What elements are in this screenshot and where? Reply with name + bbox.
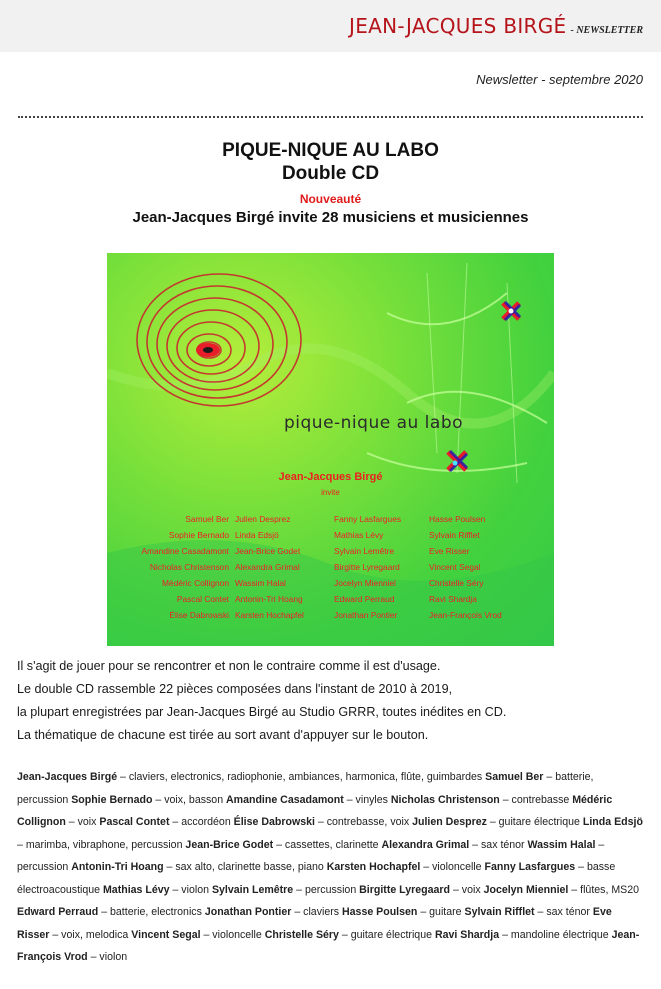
- cover-musician: Antonin-Tri Hoang: [235, 594, 303, 604]
- credit-name: Nicholas Christenson: [390, 793, 500, 806]
- cover-musician: Edward Perraud: [334, 594, 395, 604]
- album-format: Double CD: [281, 163, 380, 184]
- credit-role: – violon: [169, 883, 212, 896]
- cover-column-1: [141, 511, 229, 623]
- credit-role: – voix, basson: [152, 793, 227, 806]
- cover-musician: Sylvain Rifflet: [429, 530, 480, 540]
- cover-musician: Sylvain Lemêtre: [334, 546, 395, 556]
- credit-name: Wassim Halal: [527, 838, 596, 851]
- credit-role: – violoncelle: [200, 928, 265, 941]
- credit-name: Sylvain Rifflet: [464, 906, 535, 918]
- credit-role: – contrebasse: [499, 793, 573, 806]
- new-release-tag: Nouveauté: [299, 192, 362, 206]
- brand: [349, 14, 643, 38]
- credit-role: – flûtes, MS20: [568, 883, 640, 896]
- album-subtitle: Jean-Jacques Birgé invite 28 musiciens et musiciennes: [132, 209, 529, 226]
- newsletter-header: [0, 0, 661, 52]
- credit-name: Jean-François Vrod: [17, 928, 640, 963]
- credit-name: Pascal Contet: [99, 816, 170, 828]
- cover-column-4: [429, 511, 502, 623]
- credit-name: Jean-Brice Godet: [185, 838, 274, 851]
- credit-role: – batterie, percussion: [17, 771, 594, 806]
- cover-musician: Birgitte Lyregaard: [334, 562, 400, 572]
- intro-line: la plupart enregistrées par Jean-Jacques Birgé au Studio GRRR, toutes inédites en CD.: [17, 705, 507, 719]
- intro-text: [17, 655, 647, 747]
- cover-title: pique-nique au labo: [283, 413, 464, 433]
- credit-role: – violon: [87, 951, 128, 963]
- cover-musician: Jonathan Pontier: [334, 610, 398, 620]
- brand-name[interactable]: JEAN-JACQUES BIRGÉ: [349, 14, 567, 38]
- credit-role: – batterie, electronics: [98, 906, 205, 918]
- intro-line: Il s'agit de jouer pour se rencontrer et non le contraire comme il est d'usage.: [17, 659, 441, 673]
- cover-musician: Médéric Collignon: [161, 578, 229, 588]
- credit-role: – sax alto, clarinette basse, piano: [163, 861, 327, 873]
- credit-name: Mathias Lévy: [102, 883, 170, 896]
- credit-role: – accordéon: [169, 816, 234, 828]
- cover-invite: invite: [321, 488, 340, 497]
- musician-credits: [17, 766, 644, 969]
- cover-musician: Jean-Brice Godet: [235, 546, 301, 556]
- credit-name: Vincent Segal: [131, 928, 201, 941]
- credit-name: Christelle Séry: [264, 928, 339, 941]
- credit-name: Edward Perraud: [17, 906, 99, 918]
- credit-role: – claviers: [291, 906, 343, 918]
- cover-musician: Nicholas Christenson: [149, 562, 229, 572]
- credit-name: Antonin-Tri Hoang: [71, 861, 164, 873]
- cover-musician: Pascal Contet: [176, 594, 229, 604]
- cover-musician: Christelle Séry: [429, 578, 484, 588]
- credit-role: – basse électroacoustique: [17, 861, 616, 896]
- credit-name: Alexandra Grimal: [381, 838, 470, 851]
- credit-name: Jean-Jacques Birgé: [17, 771, 118, 783]
- credit-name: Linda Edsjö: [582, 816, 643, 828]
- credit-role: – cassettes, clarinette: [273, 838, 382, 851]
- credit-role: – percussion: [17, 838, 605, 873]
- credit-name: Julien Desprez: [412, 816, 487, 828]
- credit-role: – claviers, electronics, radiophonie, ambiances, harmonica, flûte, guimbardes: [117, 771, 486, 783]
- cover-musician: Jocelyn Mienniel: [334, 578, 396, 588]
- cover-musician: Karsten Hochapfel: [235, 610, 304, 620]
- credit-name: Eve Risser: [17, 906, 612, 941]
- credit-name: Élise Dabrowski: [233, 816, 315, 828]
- album-cover-image[interactable]: [107, 253, 554, 646]
- credit-name: Karsten Hochapfel: [326, 861, 421, 873]
- cover-musician: Sophie Bernado: [168, 530, 229, 540]
- credit-name: Jocelyn Mienniel: [483, 883, 569, 896]
- credit-role: – voix: [450, 883, 484, 896]
- cover-musician: Samuel Ber: [185, 514, 229, 524]
- credit-name: Médéric Collignon: [17, 793, 613, 828]
- cover-musician: Alexandra Grimal: [235, 562, 300, 572]
- newsletter-date: Newsletter - septembre 2020: [476, 72, 643, 87]
- credit-role: – guitare électrique: [338, 928, 435, 941]
- cover-artist: Jean-Jacques Birgé: [278, 471, 383, 483]
- cover-musician: Ravi Shardja: [429, 594, 477, 604]
- credit-role: – sax ténor: [534, 906, 593, 918]
- credit-role: – mandoline électrique: [499, 928, 612, 941]
- cover-musician: Élise Dabrowski: [169, 610, 229, 620]
- credit-name: Fanny Lasfargues: [484, 861, 576, 873]
- credit-role: – contrebasse, voix: [314, 816, 413, 828]
- cover-musician: Wassim Halal: [235, 578, 286, 588]
- cover-musician: Jean-François Vrod: [429, 610, 502, 620]
- credit-name: Hasse Poulsen: [342, 906, 418, 918]
- credit-role: – percussion: [293, 883, 360, 896]
- credit-role: – sax ténor: [469, 838, 528, 851]
- credit-name: Sylvain Lemêtre: [211, 883, 294, 896]
- album-title: PIQUE-NIQUE AU LABO: [222, 140, 439, 161]
- cover-musician: Hasse Poulsen: [429, 514, 486, 524]
- credit-name: Jonathan Pontier: [204, 906, 292, 918]
- credit-role: – marimba, vibraphone, percussion: [17, 838, 186, 851]
- cover-column-3: [334, 511, 401, 623]
- intro-line: La thématique de chacune est tirée au sort avant d'appuyer sur le bouton.: [17, 728, 429, 742]
- cover-musician: Mathias Lévy: [334, 530, 384, 540]
- credit-role: – voix: [65, 816, 100, 828]
- cover-musician: Amandine Casadamont: [141, 546, 229, 556]
- credit-name: Ravi Shardja: [434, 928, 500, 941]
- credit-role: – voix, melodica: [49, 928, 132, 941]
- cover-musician: Vincent Segal: [429, 562, 481, 572]
- intro-line: Le double CD rassemble 22 pièces composées dans l'instant de 2010 à 2019,: [17, 682, 453, 696]
- credit-role: – vinyles: [343, 793, 391, 806]
- credit-role: – violoncelle: [420, 861, 485, 873]
- brand-subtitle: - NEWSLETTER: [570, 25, 643, 36]
- dotted-divider: [18, 116, 643, 118]
- credit-name: Sophie Bernado: [71, 793, 153, 806]
- cover-musician: Julien Desprez: [235, 514, 291, 524]
- cover-musician: Linda Edsjö: [235, 530, 279, 540]
- cover-musician: Eve Risser: [429, 546, 470, 556]
- credit-name: Amandine Casadamont: [226, 793, 344, 806]
- cover-column-2: [235, 511, 304, 623]
- credit-name: Samuel Ber: [485, 771, 544, 783]
- credit-role: – guitare: [417, 906, 465, 918]
- credit-role: – guitare électrique: [486, 816, 583, 828]
- cover-musician: Fanny Lasfargues: [334, 514, 402, 524]
- credit-name: Birgitte Lyregaard: [359, 883, 451, 896]
